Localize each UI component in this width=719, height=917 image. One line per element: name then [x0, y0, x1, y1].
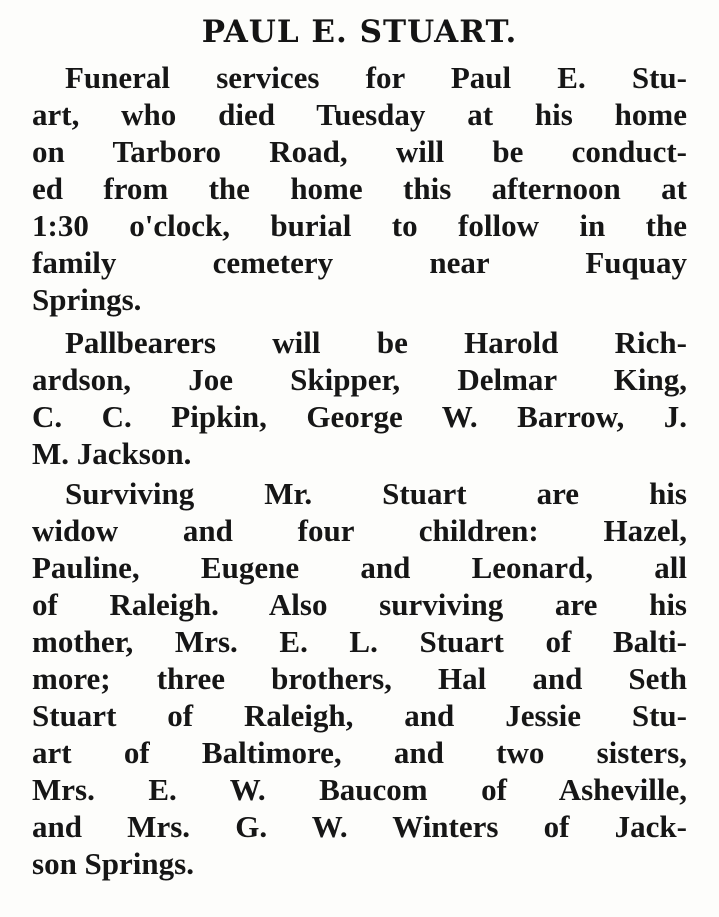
text-line: ed from the home this afternoon at — [32, 171, 687, 206]
paragraph-pallbearers — [32, 324, 687, 472]
text-line: M. Jackson. — [32, 436, 192, 471]
text-line: family cemetery near Fuquay — [32, 245, 687, 280]
text-line: 1:30 o'clock, burial to follow in the — [32, 208, 687, 243]
text-line: Pallbearers will be Harold Rich- — [65, 325, 687, 360]
text-line: art of Baltimore, and two sisters, — [32, 735, 687, 770]
text-line: ardson, Joe Skipper, Delmar King, — [32, 362, 687, 397]
text-line: art, who died Tuesday at his home — [32, 97, 687, 132]
text-line: Surviving Mr. Stuart are his — [65, 476, 687, 511]
paragraph-survivors — [32, 475, 687, 882]
text-line: widow and four children: Hazel, — [32, 513, 687, 548]
text-line: son Springs. — [32, 846, 194, 881]
paragraph-funeral-services — [32, 59, 687, 318]
text-line: Springs. — [32, 282, 142, 317]
obituary-heading: PAUL E. STUART. — [201, 14, 518, 50]
text-line: Stuart of Raleigh, and Jessie Stu- — [32, 698, 687, 733]
text-line: on Tarboro Road, will be conduct- — [32, 134, 687, 169]
text-line: more; three brothers, Hal and Seth — [32, 661, 687, 696]
text-line: C. C. Pipkin, George W. Barrow, J. — [32, 399, 687, 434]
text-line: Mrs. E. W. Baucom of Asheville, — [32, 772, 687, 807]
text-line: of Raleigh. Also surviving are his — [32, 587, 687, 622]
text-line: mother, Mrs. E. L. Stuart of Balti- — [32, 624, 687, 659]
text-line: Pauline, Eugene and Leonard, all — [32, 550, 687, 585]
text-line: and Mrs. G. W. Winters of Jack- — [32, 809, 687, 844]
text-line: Funeral services for Paul E. Stu- — [65, 60, 687, 95]
